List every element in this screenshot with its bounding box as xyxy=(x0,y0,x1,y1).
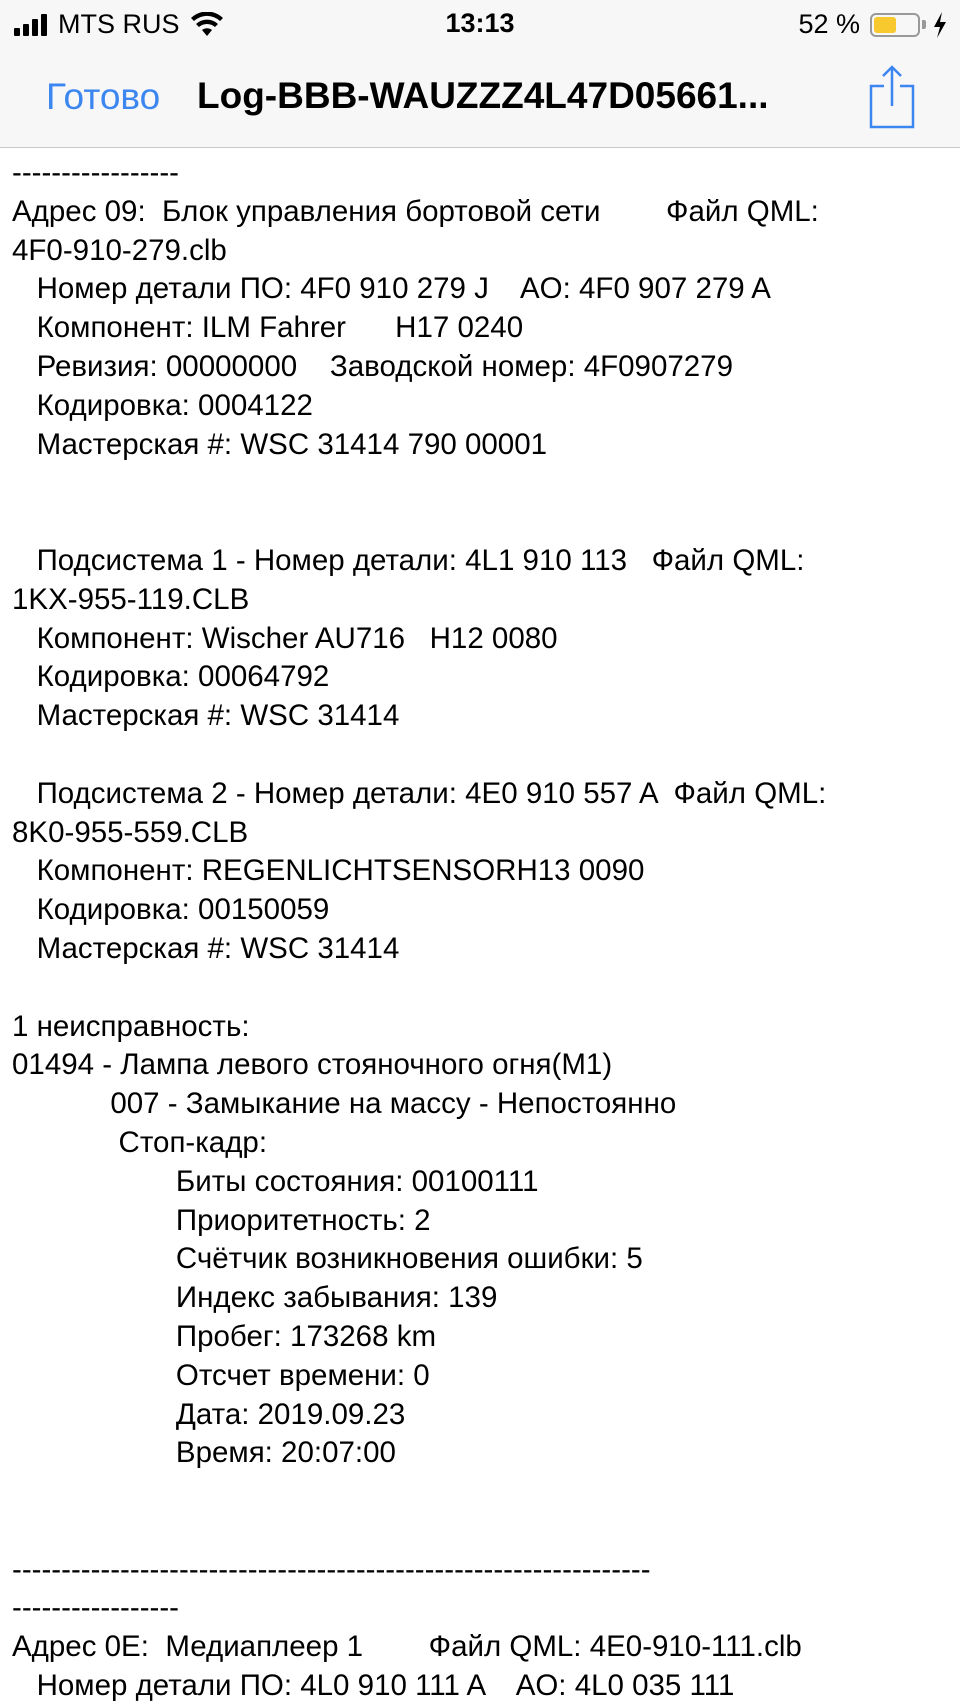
battery-cap xyxy=(922,20,926,29)
battery-percent: 52 % xyxy=(798,9,860,39)
log-line: Мастерская #: WSC 31414 xyxy=(12,699,400,733)
log-line: Время: 20:07:00 xyxy=(12,1436,396,1470)
share-icon[interactable] xyxy=(868,64,916,130)
log-line: ----------------- xyxy=(12,1591,180,1625)
log-line: Мастерская #: WSC 31414 790 00001 xyxy=(12,427,548,461)
log-line: Индекс забывания: 139 xyxy=(12,1281,498,1315)
document-title: Log-BBB-WAUZZZ4L47D05661... xyxy=(197,75,769,116)
log-line: 4F0-910-279.clb xyxy=(12,233,227,267)
log-line: Номер детали ПО: 4L0 910 111 A AO: 4L0 035 111 xyxy=(12,1669,735,1703)
status-right xyxy=(798,9,948,40)
log-line: ----------------------------------------------------------------- xyxy=(12,1552,651,1586)
log-line: Адрес 09: Блок управления бортовой сети Файл QML: xyxy=(12,194,819,228)
done-button[interactable]: Готово xyxy=(46,76,161,117)
log-line: Кодировка: 00064792 xyxy=(12,660,330,694)
log-line xyxy=(12,1512,957,1551)
log-line: 01494 - Лампа левого стояночного огня(M1) xyxy=(12,1048,613,1082)
log-line xyxy=(12,503,957,542)
log-line: Биты состояния: 00100111 xyxy=(12,1164,539,1198)
log-line: 1 неисправность: xyxy=(12,1009,250,1043)
log-line: 8K0-955-559.CLB xyxy=(12,815,249,849)
navigation-bar xyxy=(0,48,960,148)
log-line: Мастерская #: WSC 31414 xyxy=(12,931,400,965)
log-line: Ревизия: 00000000 Заводской номер: 4F0907279 xyxy=(12,349,733,383)
status-bar xyxy=(0,0,960,48)
log-line: Компонент: REGENLICHTSENSORH13 0090 xyxy=(12,854,645,888)
log-line: Пробег: 173268 km xyxy=(12,1319,437,1353)
carrier-name: MTS RUS xyxy=(58,9,180,39)
log-line: Номер детали ПО: 4F0 910 279 J AO: 4F0 907 279 A xyxy=(12,272,771,306)
log-content xyxy=(12,154,957,1707)
log-line: Приоритетность: 2 xyxy=(12,1203,431,1237)
log-line: 007 - Замыкание на массу - Непостоянно xyxy=(12,1087,677,1121)
log-line: Дата: 2019.09.23 xyxy=(12,1397,406,1431)
log-line: Кодировка: 00150059 xyxy=(12,893,330,927)
log-line: Отсчет времени: 0 xyxy=(12,1358,430,1392)
log-line: Стоп-кадр: xyxy=(12,1125,268,1159)
charging-icon xyxy=(932,12,948,38)
log-line: Счётчик возникновения ошибки: 5 xyxy=(12,1242,643,1276)
log-line: Компонент: Wischer AU716 H12 0080 xyxy=(12,621,558,655)
log-line xyxy=(12,736,957,775)
battery-icon xyxy=(870,13,920,37)
log-line: Подсистема 1 - Номер детали: 4L1 910 113 Файл QML: xyxy=(12,543,805,577)
log-line: Компонент: ILM Fahrer H17 0240 xyxy=(12,311,524,345)
status-time: 13:13 xyxy=(445,8,515,38)
log-line: Адрес 0E: Медиаплеер 1 Файл QML: 4E0-910-111.clb xyxy=(12,1630,802,1664)
log-line: ----------------- xyxy=(12,156,180,189)
log-line: Кодировка: 0004122 xyxy=(12,388,313,422)
log-line: 1KX-955-119.CLB xyxy=(12,582,250,616)
battery-level-fill xyxy=(874,17,896,33)
log-line: Подсистема 2 - Номер детали: 4E0 910 557 A Файл QML: xyxy=(12,776,827,810)
log-line xyxy=(12,464,957,503)
log-line xyxy=(12,969,957,1008)
log-line xyxy=(12,1473,957,1512)
